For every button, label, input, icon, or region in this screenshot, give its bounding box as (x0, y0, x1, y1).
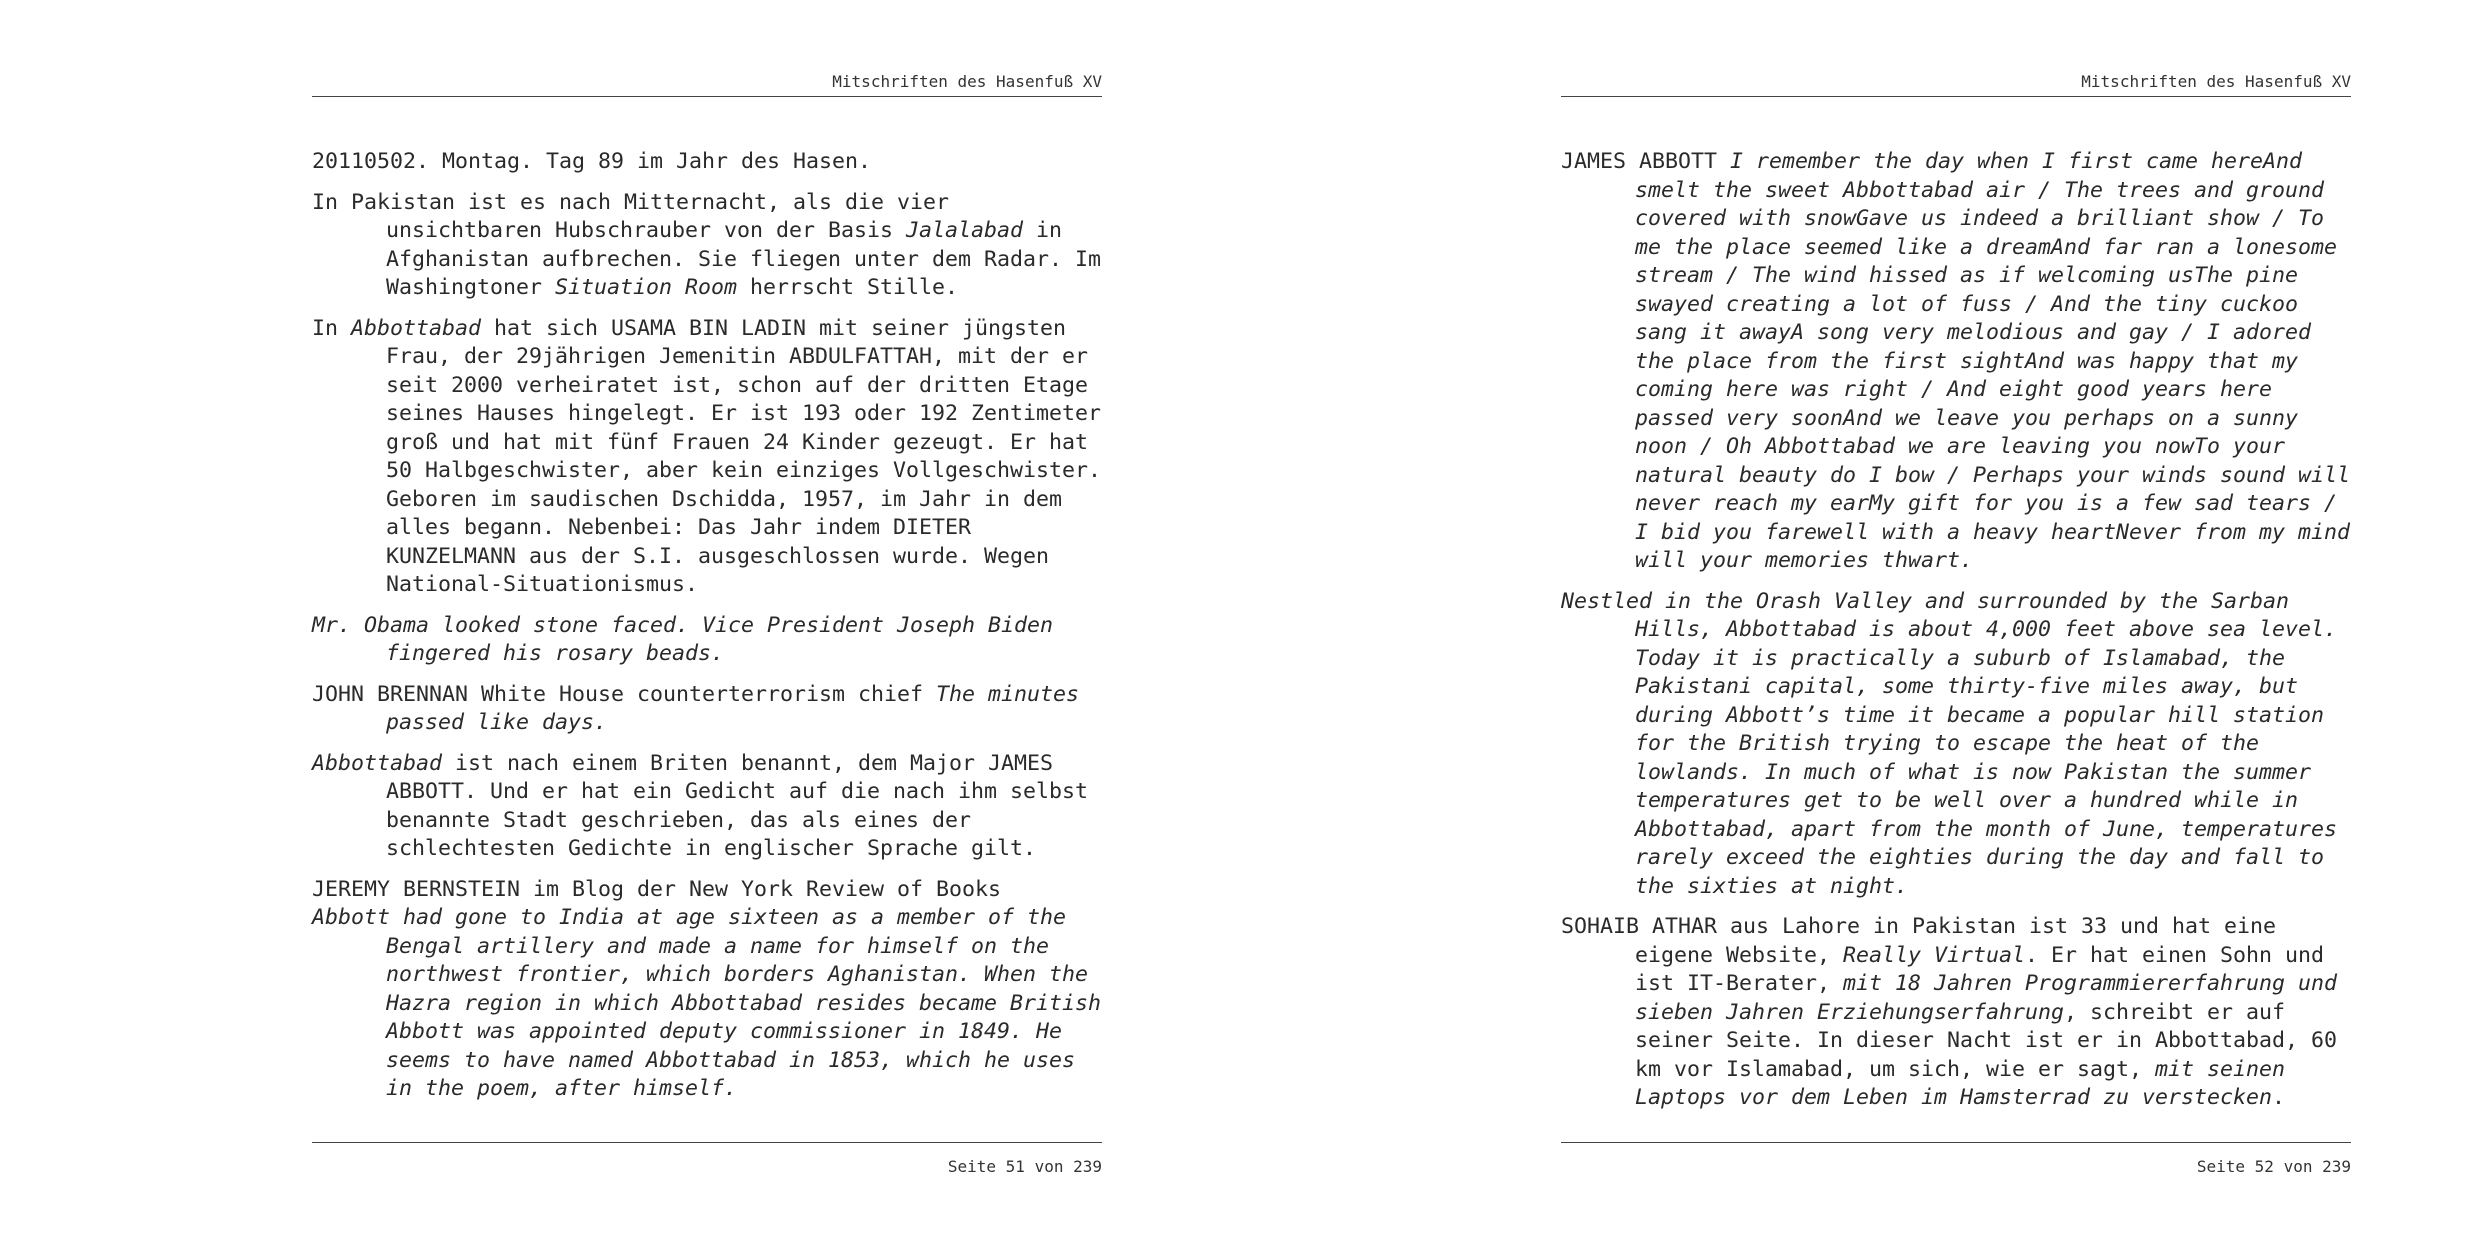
running-head: Mitschriften des Hasenfuß XV (832, 72, 1102, 91)
italic-run: mit 18 Jahren Programmiererfahrung und sieben Jahren Erziehungserfahrung (1635, 971, 2351, 1025)
paragraph-brennan (312, 681, 1102, 738)
paragraph-orash-valley: Nestled in the Orash Valley and surrounded by the Sarban Hills, Abbottabad is about 4,000 feet above sea level. Today it is practically a suburb of Islamabad, the Pakistani capital, some thirty-five miles away, but during Abbott’s time it became a popular hill station for the British trying to escape the heat of the lowlands. In much of what is now Pakistan the summer temperatures get to be well over a hundred while in Abbottabad, apart from the month of June, temperatures rarely exceed the eighties during the day and fall to the sixties at night. (1561, 588, 2351, 899)
italic-run: Really Virtual (1843, 942, 2026, 968)
italic-run: mit seinen Laptops vor dem Leben im Hamsterrad zu verstecken (1635, 1056, 2299, 1110)
italic-run: Abbottabad (312, 750, 443, 776)
text-run: SOHAIB ATHAR aus Lahore in Pakistan ist 33 und hat eine eigene Website, (1561, 914, 2290, 968)
header-rule (312, 96, 1102, 97)
text-run: , schreibt er auf seiner Seite. In dieser Nacht ist er in Abbottabad, 60 km vor Islamabad, um sich, wie er sagt, (1635, 999, 2351, 1082)
page-body (312, 148, 1115, 1116)
paragraph-bin-ladin (312, 315, 1115, 600)
footer-rule (312, 1142, 1102, 1143)
paragraph-sohaib-athar (1561, 913, 2351, 1113)
italic-quote: Abbott had gone to India at age sixteen as a member of the Bengal artillery and made a name for himself on the northwest frontier, which borders Aghanistan. When the Hazra region in which Abbottabad resides became British Abbott was appointed deputy commissioner in 1849. He seems to have named Abbottabad in 1853, which he uses in the poem, after himself. (312, 905, 1115, 1101)
text-run: . Er hat einen Sohn und ist IT-Berater, (1635, 942, 2338, 996)
page-number: Seite 51 von 239 (947, 1157, 1102, 1176)
text-run: In Pakistan ist es nach Mitternacht, als die vier unsichtbaren Hubschrauber von der Basis (312, 189, 963, 243)
right-page (1561, 0, 2364, 1240)
left-page (312, 0, 1115, 1240)
paragraph-abbottabad-name (312, 750, 1102, 864)
running-head: Mitschriften des Hasenfuß XV (2081, 72, 2351, 91)
paragraph-obama-quote: Mr. Obama looked stone faced. Vice President Joseph Biden fingered his rosary beads. (312, 612, 1067, 666)
text-run: JAMES ABBOTT (1561, 149, 1731, 174)
footer-rule (1561, 1142, 2351, 1143)
italic-run: I remember the day when I first came hereAnd smelt the sweet Abbottabad air / The trees and ground covered with snowGave us indeed a brilliant show / To me the place seemed like a dreamAnd far ran a lonesome stream / The wind hissed as if welcoming usThe pine swayed creating a lot of fuss / And the tiny cuckoo sang it awayA song very melodious and gay / I adored the place from the first sightAnd was happy that my coming here was right / And eight good years here passed very soonAnd we leave you perhaps on a sunny noon / Oh Abbottabad we are leaving you nowTo your natural beauty do I bow / Perhaps your winds sound will never reach my earMy gift for you is a few sad tears / I bid you farewell with a heavy heartNever from my mind will your memories thwart. (1635, 149, 2364, 573)
text-run: JOHN BRENNAN White House counterterrorism chief (312, 681, 937, 707)
header-rule (1561, 96, 2351, 97)
entry-date-paragraph: 20110502. Montag. Tag 89 im Jahr des Hasen. (312, 149, 872, 174)
paragraph-helicopters (312, 189, 1115, 303)
italic-run: Jalalabad (906, 218, 1024, 243)
text-run: . (2272, 1085, 2286, 1110)
text-run: JEREMY BERNSTEIN im Blog der New York Review of Books (312, 876, 1002, 902)
text-run: In (312, 315, 352, 341)
italic-run: Abbottabad (351, 315, 482, 341)
text-run: in Afghanistan aufbrechen. Sie fliegen unter dem Radar. Im Washingtoner (386, 218, 1115, 300)
page-body (1561, 148, 2364, 1125)
italic-run: Situation Room (555, 275, 738, 300)
page-number: Seite 52 von 239 (2196, 1157, 2351, 1176)
paragraph-bernstein (312, 876, 1115, 1104)
text-run: ist nach einem Briten benannt, dem Major JAMES ABBOTT. Und er hat ein Gedicht auf die nach ihm selbst benannte Stadt geschrieben, das als eines der schlechtesten Gedichte in englischer Sprache gilt. (386, 750, 1102, 861)
italic-run: The minutes passed like days. (386, 681, 1093, 735)
text-run: herrscht Stille. (737, 275, 959, 300)
paragraph-abbott-poem (1561, 148, 2364, 576)
text-run: hat sich USAMA BIN LADIN mit seiner jüngsten Frau, der 29jährigen Jemenitin ABDULFATTAH, mit der er seit 2000 verheiratet ist, schon auf der dritten Etage seines Hauses hingelegt. Er ist 193 oder 192 Zentimeter groß und hat mit fünf Frauen 24 Kinder gezeugt. Er hat 50 Halbgeschwister, aber kein einziges Vollgeschwister. Geboren im saudischen Dschidda, 1957, im Jahr in dem alles begann. Nebenbei: Das Jahr indem DIETER KUNZELMANN aus der S.I. ausgeschlossen wurde. Wegen National-Situationismus. (386, 315, 1115, 597)
